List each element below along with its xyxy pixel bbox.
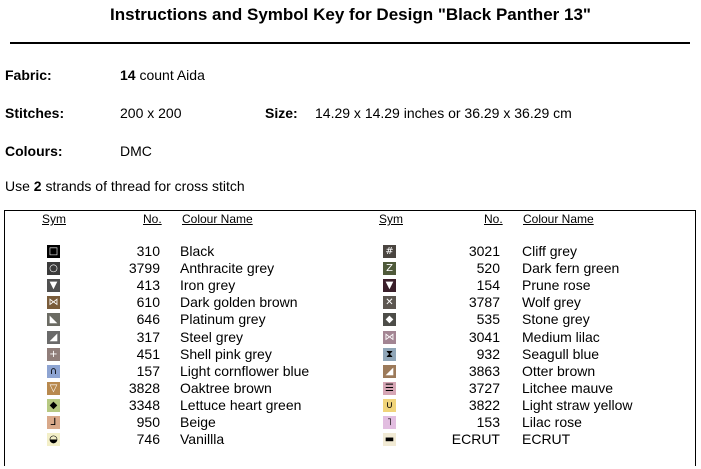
- colours-value: DMC: [120, 143, 152, 159]
- right-symbol-8: ◢: [383, 365, 396, 378]
- left-colour-name-10: Lettuce heart green: [180, 396, 302, 413]
- left-colour-number-3: 413: [136, 277, 160, 294]
- left-symbol-9: ▽: [47, 382, 60, 395]
- left-colour-name-3: Iron grey: [180, 277, 236, 294]
- left-symbol-11: ⅃: [47, 416, 60, 429]
- right-colour-number-4: 3787: [468, 294, 500, 311]
- left-colour-name-5: Platinum grey: [180, 311, 266, 328]
- right-colour-name-9: Litchee mauve: [522, 379, 614, 396]
- stitches-label: Stitches:: [5, 105, 65, 121]
- right-colour-number-10: 3822: [468, 396, 500, 413]
- right-colour-number-12: ECRUT: [451, 431, 500, 448]
- right-colour-name-7: Seagull blue: [522, 345, 600, 362]
- fabric-label: Fabric:: [5, 67, 52, 83]
- right-colour-number-1: 3021: [468, 243, 500, 259]
- strands-instruction: [5, 178, 245, 194]
- right-colour-number-9: 3727: [468, 379, 500, 396]
- left-colour-number-4: 610: [136, 294, 160, 311]
- left-colour-number-1: 310: [136, 243, 160, 259]
- right-colour-name-3: Prune rose: [522, 277, 591, 294]
- left-no-header: No.: [143, 212, 162, 226]
- right-colour-number-6: 3041: [468, 328, 500, 345]
- left-colour-name-6: Steel grey: [180, 328, 244, 345]
- left-colour-number-9: 3828: [128, 379, 160, 396]
- left-symbol-2: ○: [47, 262, 60, 275]
- left-colour-name-7: Shell pink grey: [180, 345, 272, 362]
- left-colour-name-12: Vanillla: [180, 431, 225, 448]
- left-colour-number-11: 950: [136, 414, 160, 430]
- left-symbol-3: ▼: [47, 279, 60, 292]
- right-colour-number-11: 153: [476, 414, 500, 430]
- left-colour-name-4: Dark golden brown: [180, 294, 298, 311]
- left-symbol-6: ◢: [47, 331, 60, 344]
- left-colour-name-9: Oaktree brown: [180, 379, 272, 396]
- right-colour-name-10: Light straw yellow: [522, 396, 633, 413]
- left-sym-header: Sym: [42, 212, 66, 226]
- left-colour-name-8: Light cornflower blue: [180, 362, 310, 379]
- right-symbol-5: ◆: [383, 313, 396, 326]
- left-colour-number-2: 3799: [128, 260, 160, 277]
- size-label: Size:: [265, 105, 298, 121]
- strands-count: 2: [33, 178, 42, 194]
- left-symbol-10: ◆: [47, 399, 60, 412]
- right-colour-name-11: Lilac rose: [522, 414, 582, 430]
- right-symbol-2: Z: [383, 262, 396, 275]
- right-symbol-4: ✕: [383, 296, 396, 309]
- left-symbol-12: ◒: [47, 433, 60, 446]
- page-title: Instructions and Symbol Key for Design "Black Panther 13": [110, 5, 591, 24]
- fabric-type: count Aida: [139, 67, 205, 83]
- size-value: 14.29 x 14.29 inches or 36.29 x 36.29 cm: [315, 105, 572, 121]
- stitches-value: 200 x 200: [120, 105, 182, 121]
- right-symbol-6: ⋈: [384, 331, 395, 343]
- right-symbol-12: ▬: [384, 434, 395, 446]
- right-name-header: Colour Name: [523, 212, 594, 226]
- right-colour-number-2: 520: [476, 260, 500, 277]
- left-colour-number-12: 746: [136, 431, 160, 448]
- right-symbol-10: ∪: [383, 399, 396, 412]
- left-name-header: Colour Name: [182, 212, 253, 226]
- title-underline: [10, 42, 690, 44]
- left-colour-number-5: 646: [136, 311, 160, 328]
- left-colour-number-8: 157: [136, 362, 160, 379]
- colours-label: Colours:: [5, 143, 63, 159]
- left-symbol-7: +: [47, 348, 60, 361]
- right-colour-name-2: Dark fern green: [522, 260, 620, 277]
- right-sym-header: Sym: [379, 212, 403, 226]
- right-colour-name-12: ECRUT: [522, 431, 571, 448]
- strands-pre: Use: [5, 178, 30, 194]
- right-colour-name-1: Cliff grey: [522, 243, 577, 259]
- right-colour-number-7: 932: [476, 345, 500, 362]
- right-colour-name-4: Wolf grey: [522, 294, 581, 311]
- right-colour-name-5: Stone grey: [522, 311, 590, 328]
- right-symbol-3: ▼: [383, 279, 396, 292]
- right-colour-name-6: Medium lilac: [522, 328, 600, 345]
- left-symbol-8: ∩: [47, 365, 60, 378]
- fabric-count: 14: [120, 67, 136, 83]
- right-colour-number-8: 3863: [468, 362, 500, 379]
- fabric-value: [120, 67, 205, 83]
- left-colour-name-1: Black: [180, 243, 215, 259]
- strands-post: strands of thread for cross stitch: [45, 178, 245, 194]
- left-colour-name-11: Beige: [180, 414, 216, 430]
- left-symbol-4: ⋈: [48, 297, 59, 309]
- right-no-header: No.: [484, 212, 503, 226]
- left-colour-number-6: 317: [136, 328, 160, 345]
- right-symbol-7: ⧗: [383, 348, 396, 361]
- right-symbol-1: #: [383, 245, 396, 258]
- left-colour-name-2: Anthracite grey: [180, 260, 275, 277]
- right-symbol-9: ☰: [383, 382, 396, 395]
- right-colour-number-5: 535: [476, 311, 500, 328]
- left-symbol-5: ◣: [47, 313, 60, 326]
- left-symbol-1: □: [48, 246, 59, 257]
- left-colour-number-10: 3348: [128, 396, 160, 413]
- right-colour-name-8: Otter brown: [522, 362, 596, 379]
- right-colour-number-3: 154: [476, 277, 500, 294]
- right-symbol-11: ˥: [383, 416, 396, 429]
- left-colour-number-7: 451: [136, 345, 160, 362]
